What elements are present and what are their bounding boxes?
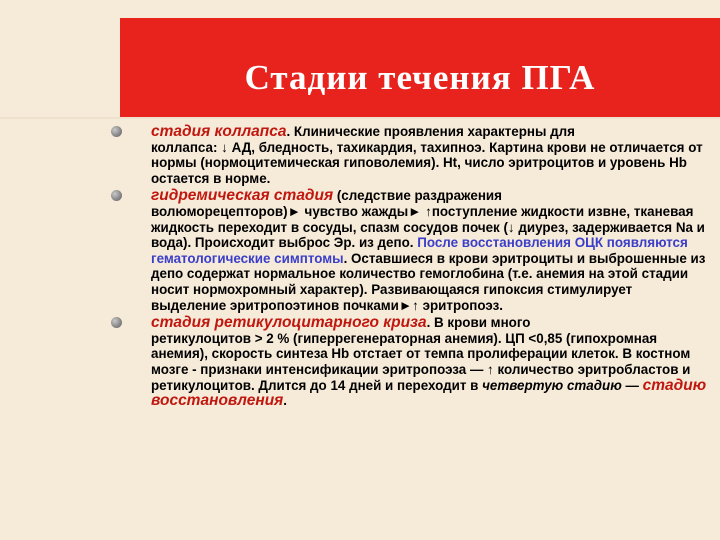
list-item-hydremic bbox=[131, 188, 711, 313]
list-item-reticulocyte bbox=[131, 315, 711, 409]
slide-content bbox=[131, 124, 711, 411]
description-part: . bbox=[283, 393, 288, 409]
bullet-icon bbox=[111, 126, 122, 137]
title-banner bbox=[120, 18, 720, 117]
stage-term: стадия ретикулоцитарного криза bbox=[151, 314, 427, 332]
stage-lead: (следствие раздражения bbox=[333, 188, 502, 204]
title-divider bbox=[0, 117, 720, 119]
description-part: волюморецепторов)► чувство жажды► ↑поступление жидкости извне, тканевая жидкость переходит в сосуды, спазм сосудов почек (↓ диурез, задерживается Na и вода). Происходит выброс Эр. из депо. bbox=[151, 203, 705, 251]
stage-term: стадия коллапса bbox=[151, 123, 287, 140]
page-title: Стадии течения ПГА bbox=[244, 58, 596, 97]
item-heading-line bbox=[131, 188, 711, 204]
item-heading-line bbox=[131, 124, 711, 140]
bullet-icon bbox=[111, 317, 122, 328]
left-margin-bar bbox=[0, 0, 18, 540]
item-heading-line bbox=[131, 315, 711, 331]
highlight-text: После восстановления ОЦК появляются гематологические симптомы bbox=[151, 235, 688, 266]
stage-description: коллапса: ↓ АД, бледность, тахикардия, тахипноэ. Картина крови не отличается от нормы (нормоцитемическая гиповолемия). Ht, число эритроцитов и уровень Hb остается в норме. bbox=[151, 139, 703, 186]
bullet-icon bbox=[111, 190, 122, 201]
description-part: . Оставшиеся в крови эритроциты и выброшенные из депо содержат нормальное количество гемоглобина (т.е. анемия на этой стадии носит нормохромный характер). Развивающаяся гипоксия стимулирует выделение эритропоэтинов почками►↑ эритропоэз. bbox=[151, 250, 706, 313]
description-part: — bbox=[621, 377, 643, 393]
list-item-collapse bbox=[131, 124, 711, 186]
next-stage-ref: четвертую стадию bbox=[482, 377, 622, 393]
stage-description bbox=[131, 204, 711, 313]
stage-term: гидремическая стадия bbox=[151, 187, 334, 205]
stage-description bbox=[131, 331, 711, 409]
description-part: ретикулоцитов > 2 % (гиперрегенераторная анемия). ЦП <0,85 (гипохромная анемия), скорость синтеза Hb отстает от темпа пролиферации клеток. В костном мозге - признаки интенсификации эритропоэза — ↑ количество эритробластов и ретикулоцитов. Длится до 14 дней и переходит в bbox=[151, 330, 691, 393]
stage-lead: . Клинические проявления характерны для bbox=[286, 124, 575, 139]
stage-lead: . В крови много bbox=[426, 315, 531, 331]
recovery-stage-term: стадию восстановления bbox=[151, 376, 707, 410]
